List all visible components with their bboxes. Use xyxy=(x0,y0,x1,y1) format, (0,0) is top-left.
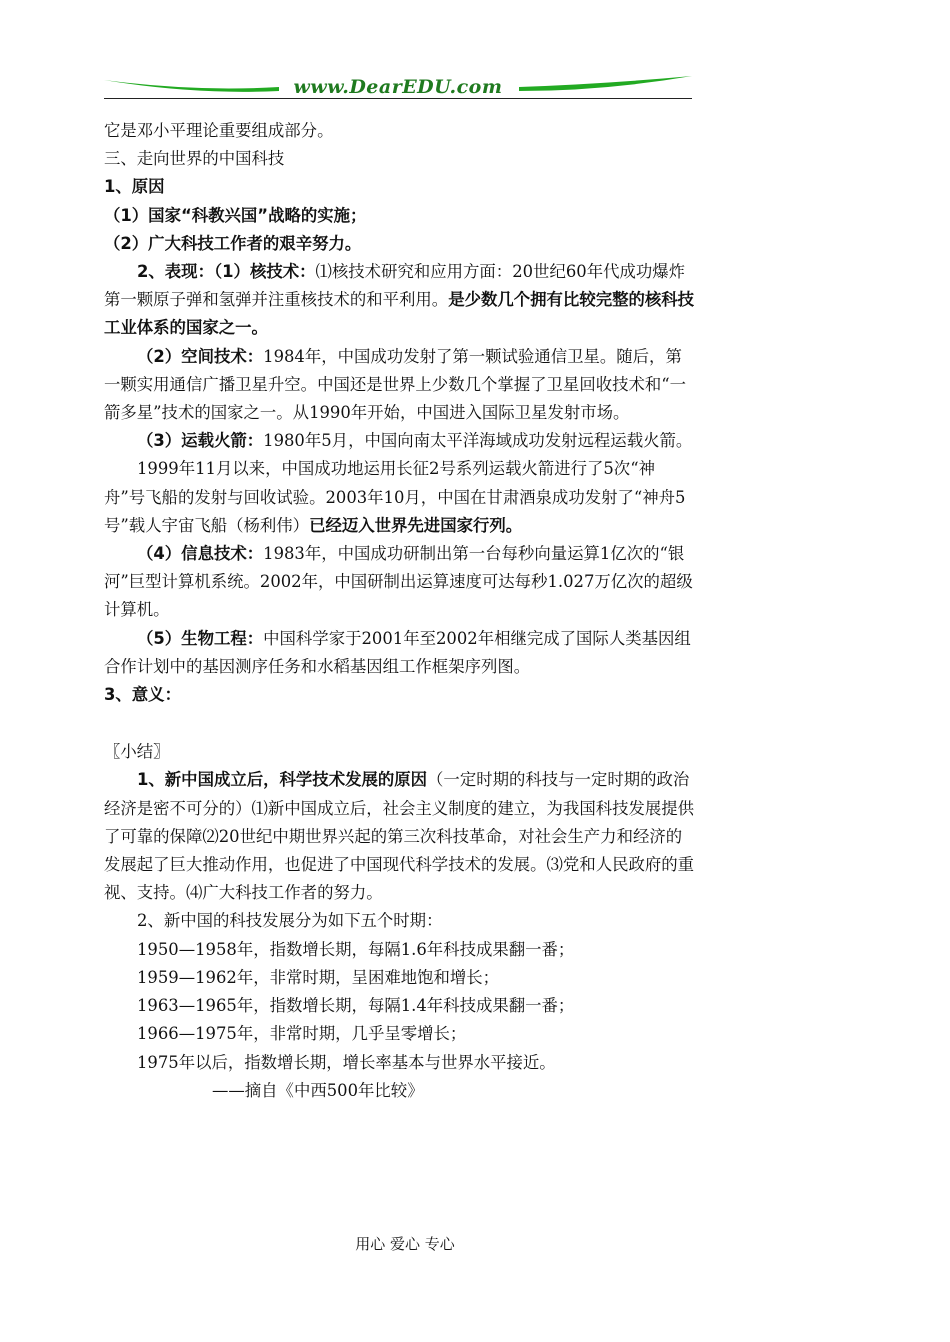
paragraph-info: （4）信息技术：1983年，中国成功研制出第一台每秒向量运算1亿次的“银河”巨型计算机系统。2002年，中国研制出运算速度可达每秒1.027万亿次的超级计算机。 xyxy=(104,544,693,620)
summary-paragraph-1: 1、新中国成立后，科学技术发展的原因（一定时期的科技与一定时期的政治经济是密不可分的）⑴新中国成立后，社会主义制度的建立，为我国科技发展提供了可靠的保障⑵20世纪中期世界兴起的第三次科技革命，对社会生产力和经济的发展起了巨大推动作用，也促进了中国现代科学技术的发展。⑶党和人民政府的重视、支持。⑷广大科技工作者的努力。 xyxy=(104,770,695,903)
summary-paragraph-2: 2、新中国的科技发展分为如下五个时期： xyxy=(137,911,443,931)
paragraph-rocket: （3）运载火箭：1980年5月，中国向南太平洋海域成功发射远程运载火箭。 xyxy=(137,431,693,451)
paragraph-nuclear: 2、表现：（1）核技术：⑴核技术研究和应用方面：20世纪60年代成功爆炸第一颗原子弹和氢弹并注重核技术的和平利用。是少数几个拥有比较完整的核科技工业体系的国家之一。 xyxy=(104,262,695,338)
period-line: 1963—1965年，指数增长期，每隔1.4年科技成果翻一番； xyxy=(137,996,575,1016)
subheading-significance: 3、意义： xyxy=(104,685,181,705)
paragraph-shenzhou: 1999年11月以来，中国成功地运用长征2号系列运载火箭进行了5次“神舟”号飞船的发射与回收试验。2003年10月，中国在甘肃酒泉成功发射了“神舟5号”载人宇宙飞船（杨利伟）已经迈入世界先进国家行列。 xyxy=(104,459,686,535)
period-line: 1950—1958年，指数增长期，每隔1.6年科技成果翻一番； xyxy=(137,939,575,959)
paragraph: 它是邓小平理论重要组成部分。 xyxy=(104,121,334,140)
subheading: 1、原因 xyxy=(104,177,165,197)
header-rule xyxy=(104,98,692,99)
page-footer: 用心 爱心 专心 xyxy=(355,1235,455,1253)
summary-title: 〖小结〗 xyxy=(104,742,170,762)
reason-item: （2）广大科技工作者的艰辛努力。 xyxy=(104,233,362,253)
site-logo-text: www.DearEDU.com xyxy=(293,76,503,98)
section-heading: 三、走向世界的中国科技 xyxy=(104,149,285,169)
reason-item: （1）国家“科教兴国”战略的实施； xyxy=(104,205,367,225)
period-line: 1959—1962年，非常时期，呈困难地饱和增长； xyxy=(137,967,500,987)
paragraph-space: （2）空间技术：1984年，中国成功发射了第一颗试验通信卫星。随后，第一颗实用通信广播卫星升空。中国还是世界上少数几个掌握了卫星回收技术和“一箭多星”技术的国家之一。从1990年开始，中国进入国际卫星发射市场。 xyxy=(104,346,687,423)
source-citation: ——摘自《中西500年比较》 xyxy=(212,1080,424,1100)
period-line: 1966—1975年，非常时期，几乎呈零增长； xyxy=(137,1024,467,1044)
document-body xyxy=(104,117,696,1105)
period-line: 1975年以后，指数增长期，增长率基本与世界水平接近。 xyxy=(137,1052,556,1072)
paragraph-bio: （5）生物工程：中国科学家于2001年至2002年相继完成了国际人类基因组合作计划中的基因测序任务和水稻基因组工作框架序列图。 xyxy=(104,628,691,676)
